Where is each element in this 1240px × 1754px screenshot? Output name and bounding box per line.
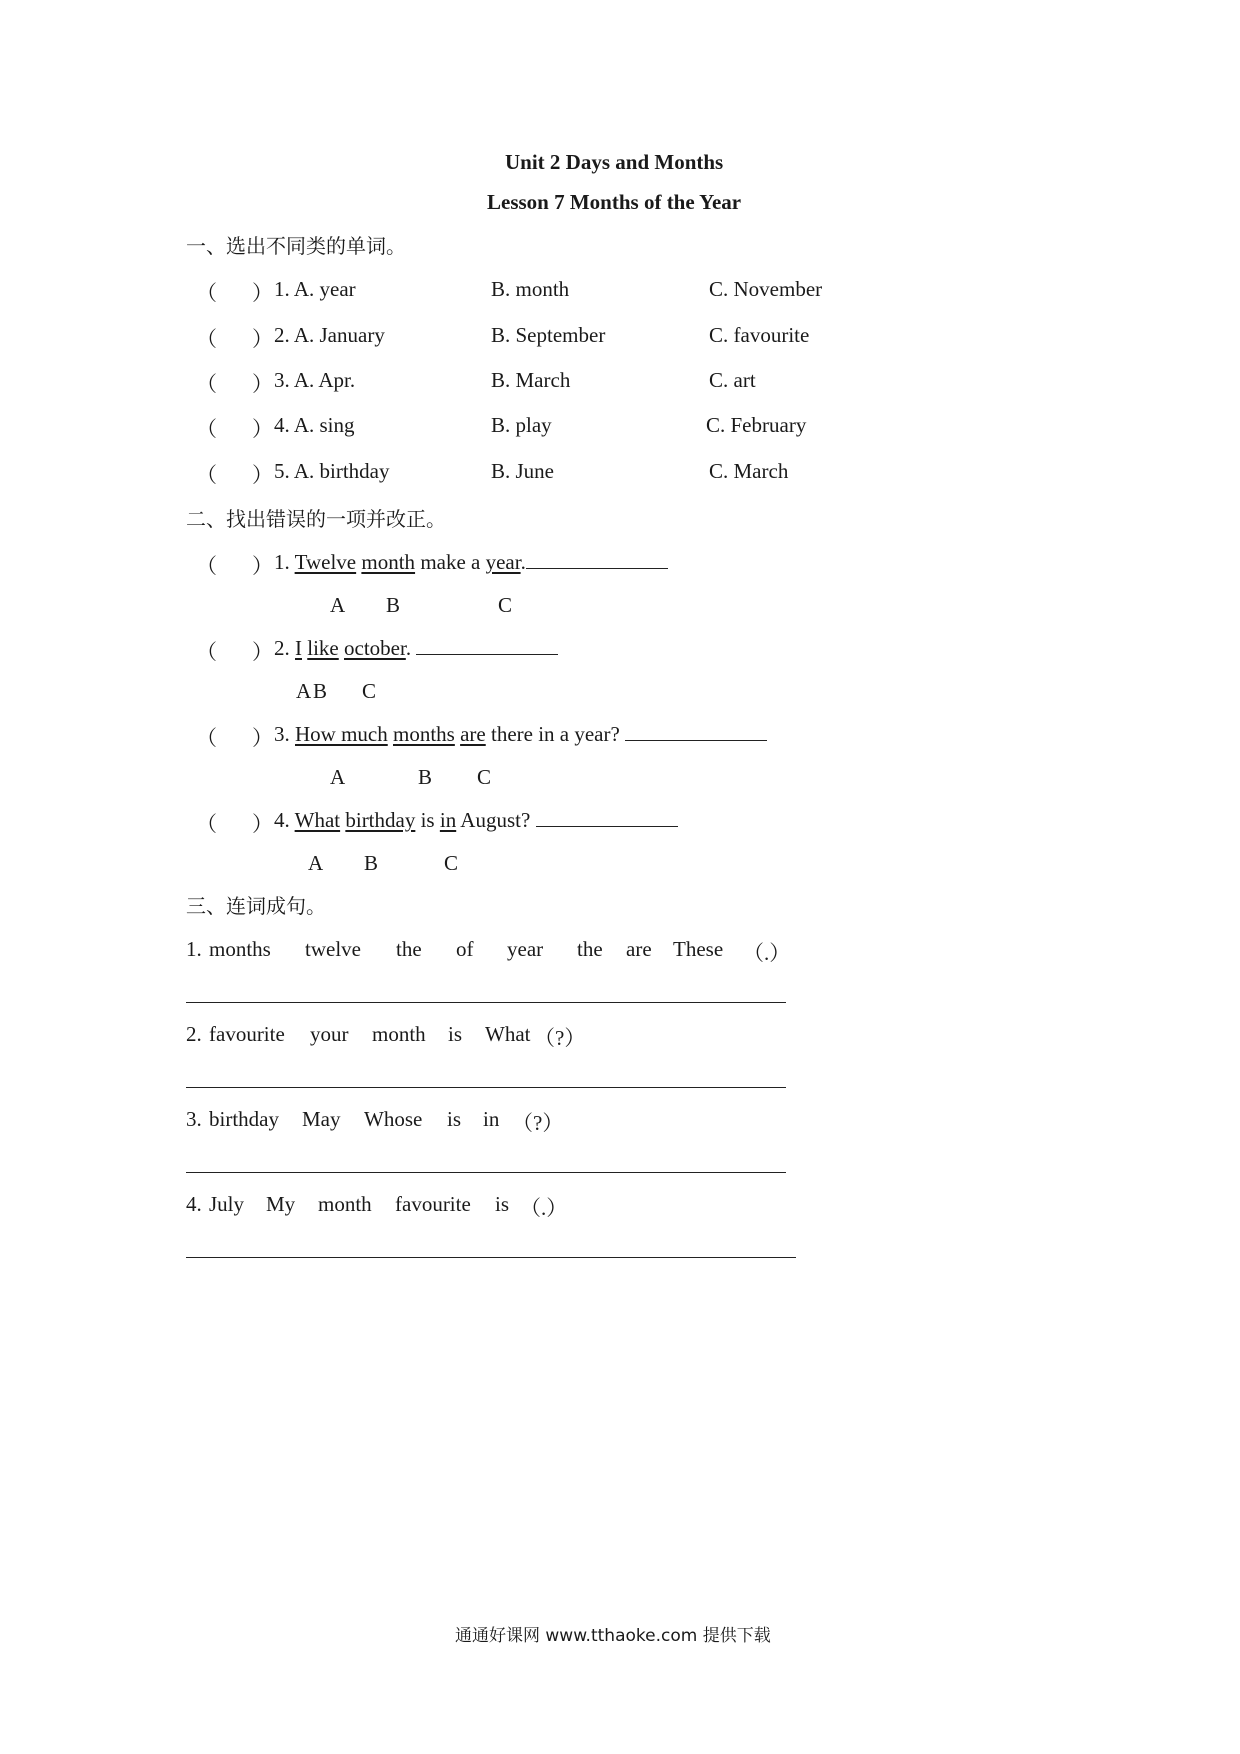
paren-open: （ [196, 640, 217, 664]
word: My [266, 1192, 296, 1216]
paren-open: （ [196, 417, 217, 441]
word: These [673, 937, 724, 961]
word: in [483, 1107, 500, 1131]
word: month [318, 1192, 372, 1216]
word-a: How much [295, 722, 388, 746]
label-b: B [364, 851, 379, 875]
paren-open: （ [196, 327, 217, 351]
punct: . [520, 550, 526, 574]
word: is [448, 1022, 463, 1046]
label-b: B [313, 679, 328, 703]
option-b: B. June [491, 459, 554, 483]
option-c: C. favourite [709, 323, 810, 347]
label-c: C [498, 593, 513, 617]
word-c: october [344, 636, 406, 660]
sentence [274, 636, 558, 661]
word: is [495, 1192, 510, 1216]
section3-heading: 三、连词成句。 [186, 894, 326, 918]
unit-title: Unit 2 Days and Months [505, 150, 724, 174]
paren-close: ） [252, 372, 273, 396]
word-plain: August? [460, 808, 531, 832]
option-c: C. November [709, 277, 823, 301]
option-c: C. March [709, 459, 789, 483]
label-a: A [308, 851, 324, 875]
word-a: Twelve [294, 550, 357, 574]
punct-hint: （?） [534, 1026, 586, 1050]
label-c: C [477, 765, 492, 789]
label-b: B [386, 593, 401, 617]
word: month [372, 1022, 426, 1046]
item-number: 2. [274, 636, 290, 660]
word-c: year [485, 550, 521, 574]
paren-open: （ [196, 463, 217, 487]
label-a: A [330, 765, 346, 789]
item-number: 3. [274, 722, 290, 746]
word-plain: there in a year? [490, 722, 620, 746]
paren-open: （ [196, 812, 217, 836]
answer-line[interactable] [186, 1002, 786, 1003]
paren-open: （ [196, 726, 217, 750]
paren-close: ） [252, 812, 273, 836]
paren-close: ） [252, 463, 273, 487]
item-number: 4. [186, 1192, 202, 1216]
footer-source: 通通好课网 www.tthaoke.com 提供下载 [455, 1626, 771, 1646]
word-b: month [361, 550, 416, 574]
word-b: birthday [345, 808, 416, 832]
word: favourite [209, 1022, 285, 1046]
answer-blank[interactable] [416, 636, 558, 655]
item-number: 1. [274, 550, 290, 574]
punct-hint: （.） [743, 941, 791, 965]
word-a: I [295, 636, 302, 660]
word: July [209, 1192, 245, 1216]
answer-line[interactable] [186, 1257, 796, 1258]
label-a: A [330, 593, 346, 617]
word: are [626, 937, 652, 961]
answer-blank[interactable] [536, 808, 678, 827]
section1-heading: 一、选出不同类的单词。 [186, 234, 406, 258]
option-a: 2. A. January [274, 323, 385, 347]
word-plain: is [420, 808, 435, 832]
paren-open: （ [196, 554, 217, 578]
section2-heading: 二、找出错误的一项并改正。 [186, 507, 446, 531]
word-b: like [307, 636, 339, 660]
word: May [302, 1107, 341, 1131]
paren-close: ） [252, 327, 273, 351]
word-b: months [393, 722, 455, 746]
answer-line[interactable] [186, 1087, 786, 1088]
paren-close: ） [252, 640, 273, 664]
word: Whose [364, 1107, 423, 1131]
paren-open: （ [196, 372, 217, 396]
word-c: are [460, 722, 486, 746]
paren-close: ） [252, 726, 273, 750]
sentence [274, 550, 668, 575]
paren-close: ） [252, 417, 273, 441]
word: the [577, 937, 603, 961]
word: What [485, 1022, 531, 1046]
lesson-title: Lesson 7 Months of the Year [487, 190, 742, 214]
sentence [274, 808, 678, 833]
word: year [507, 937, 544, 961]
option-c: C. art [709, 368, 756, 392]
label-b: B [418, 765, 433, 789]
option-c: C. February [706, 413, 807, 437]
word-c: in [439, 808, 457, 832]
answer-blank[interactable] [526, 550, 668, 569]
word: is [447, 1107, 462, 1131]
option-b: B. play [491, 413, 552, 437]
paren-close: ） [252, 281, 273, 305]
sentence [274, 722, 767, 747]
item-number: 1. [186, 937, 202, 961]
label-c: C [444, 851, 459, 875]
punct-hint: （.） [520, 1196, 568, 1220]
item-number: 4. [274, 808, 290, 832]
word: the [396, 937, 422, 961]
word-a: What [294, 808, 341, 832]
option-a: 3. A. Apr. [274, 368, 356, 392]
word: months [209, 937, 271, 961]
word: birthday [209, 1107, 279, 1131]
word-plain: make a [420, 550, 481, 574]
label-c: C [362, 679, 377, 703]
punct-hint: （?） [512, 1111, 564, 1135]
item-number: 3. [186, 1107, 202, 1131]
word: twelve [305, 937, 361, 961]
option-b: B. September [491, 323, 606, 347]
option-b: B. month [491, 277, 570, 301]
word: your [310, 1022, 349, 1046]
option-b: B. March [491, 368, 571, 392]
punct: . [405, 636, 412, 660]
paren-close: ） [252, 554, 273, 578]
word: of [456, 937, 474, 961]
option-a: 4. A. sing [274, 413, 355, 437]
item-number: 2. [186, 1022, 202, 1046]
word: favourite [395, 1192, 471, 1216]
label-a: A [296, 679, 312, 703]
answer-line[interactable] [186, 1172, 786, 1173]
option-a: 1. A. year [274, 277, 356, 301]
option-a: 5. A. birthday [274, 459, 390, 483]
paren-open: （ [196, 281, 217, 305]
answer-blank[interactable] [625, 722, 767, 741]
